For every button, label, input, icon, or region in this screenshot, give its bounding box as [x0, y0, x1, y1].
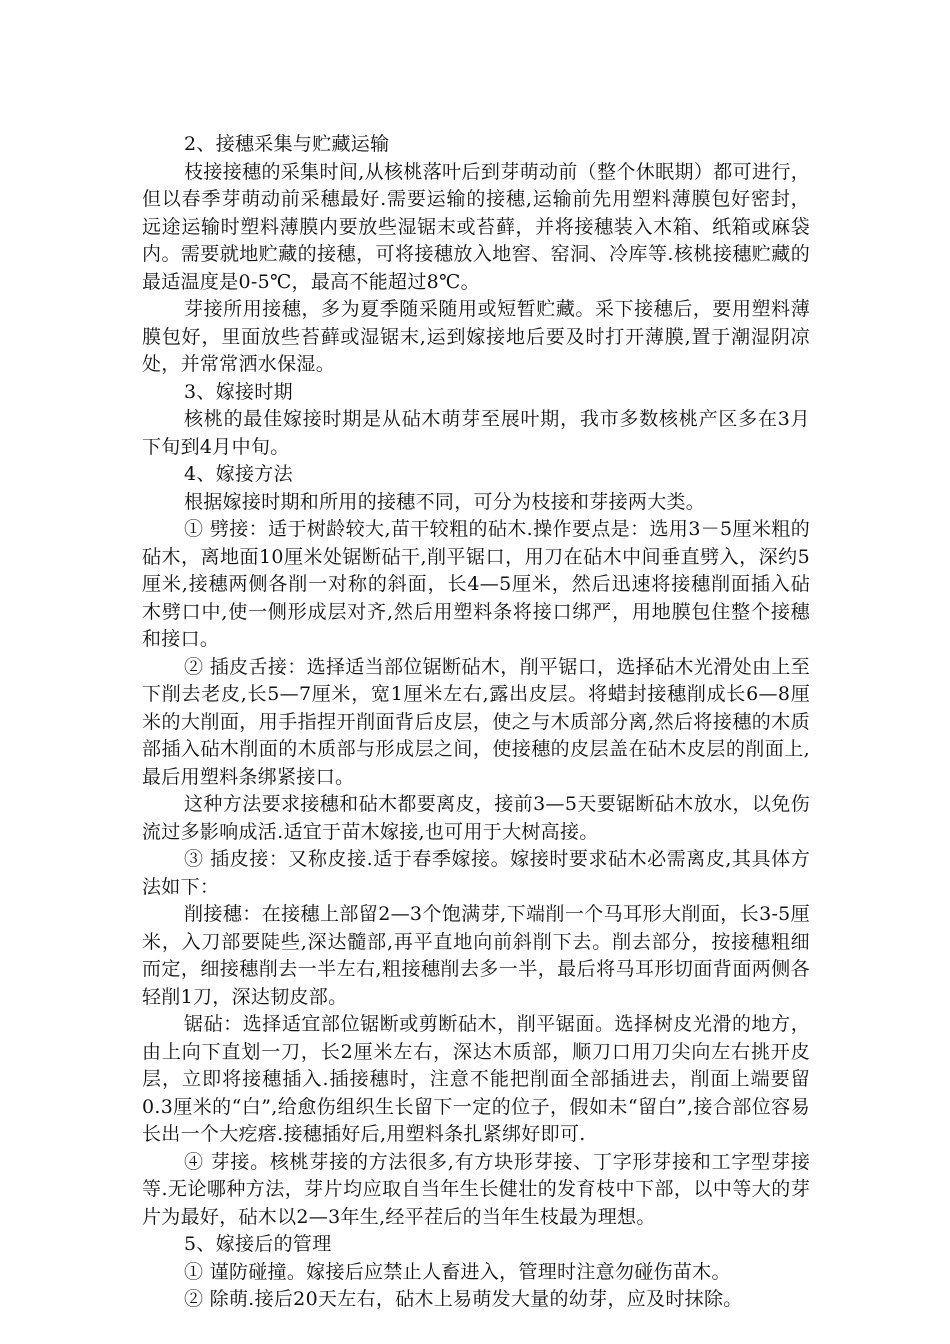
- section-heading-grafting-period: 3、嫁接时期: [184, 380, 293, 403]
- paragraph-remove-sprouts: ② 除萌.接后20天左右，砧木上易萌发大量的幼芽，应及时抹除。: [184, 1288, 743, 1310]
- paragraph-prevent-collision: ① 谨防碰撞。嫁接后应禁止人畜进入，管理时注意勿碰伤苗木。: [184, 1260, 731, 1283]
- paragraph-bark-tongue-note: 这种方法要求接穗和砧木都要离皮，接前3—5天要锯断砧木放水，以免伤流过多影响成活.适宜于苗木嫁接,也可用于大树高接。: [142, 793, 810, 843]
- section-heading-grafting-methods: 4、嫁接方法: [184, 463, 293, 485]
- paragraph-cutting-scion: 削接穗：在接穗上部留2—3个饱满芽,下端削一个马耳形大削面，长3-5厘米，入刀部要陡些,深达髓部,再平直地向前斜削下去。削去部分，按接穗粗细而定，细接穗削去一半左右,粗接穗削去多一半，最后将马耳形切面背面两侧各轻削1刀，深达韧皮部。: [142, 903, 810, 1008]
- paragraph-grafting-period: 核桃的最佳嫁接时期是从砧木萌芽至展叶期，我市多数核桃产区多在3月下旬到4月中旬。: [142, 408, 810, 458]
- section-heading-post-grafting: 5、嫁接后的管理: [184, 1233, 332, 1255]
- section-heading-scion-collection: 2、接穗采集与贮藏运输: [184, 133, 390, 155]
- paragraph-bud-scion: 芽接所用接穗，多为夏季随采随用或短暂贮藏。采下接穗后，要用塑料薄膜包好，里面放些苔藓或湿锯末,运到嫁接地后要及时打开薄膜,置于潮湿阴凉处，并常常洒水保湿。: [142, 298, 810, 375]
- paragraph-bark-tongue-grafting: ② 插皮舌接：选择适当部位锯断砧木，削平锯口，选择砧木光滑处由上至下削去老皮,长5—7厘米，宽1厘米左右,露出皮层。将蜡封接穗削成长6—8厘米的大削面，用手指捏开削面背后皮层，使之与木质部分离,然后将接穗的木质部插入砧木削面的木质部与形成层之间，使接穗的皮层盖在砧木皮层的削面上,最后用塑料条绑紧接口。: [142, 655, 810, 788]
- document-body: [142, 131, 810, 1314]
- paragraph-bud-grafting: ④ 芽接。核桃芽接的方法很多,有方块形芽接、丁字形芽接和工字型芽接等.无论哪种方法，芽片均应取自当年生长健壮的发育枝中下部，以中等大的芽片为最好，砧木以2—3年生,经平茬后的当年生枝最为理想。: [142, 1150, 810, 1228]
- paragraph-cleft-grafting: ① 劈接：适于树龄较大,苗干较粗的砧木.操作要点是：选用3－5厘米粗的砧木，离地面10厘米处锯断砧干,削平锯口，用刀在砧木中间垂直劈入，深约5厘米,接穗两侧各削一对称的斜面，长4—5厘米，然后迅速将接穗削面插入砧木劈口中,使一侧形成层对齐,然后用塑料条将接口绑严，用地膜包住整个接穗和接口。: [142, 518, 810, 650]
- paragraph-methods-intro: 根据嫁接时期和所用的接穗不同，可分为枝接和芽接两大类。: [184, 490, 706, 513]
- paragraph-branch-scion-collection: 枝接接穗的采集时间,从核桃落叶后到芽萌动前（整个休眠期）都可进行，但以春季芽萌动前采穗最好.需要运输的接穗,运输前先用塑料薄膜包好密封，远途运输时塑料薄膜内要放些湿锯末或苔藓，并将接穗装入木箱、纸箱或麻袋内。需要就地贮藏的接穗，可将接穗放入地窖、窑洞、冷库等.核桃接穗贮藏的最适温度是0-5℃，最高不能超过8℃。: [142, 160, 810, 293]
- paragraph-sawing-rootstock: 锯砧：选择适宜部位锯断或剪断砧木，削平锯面。选择树皮光滑的地方，由上向下直划一刀，长2厘米左右，深达木质部，顺刀口用刀尖向左右挑开皮层，立即将接穗插入.插接穗时，注意不能把削面全部插进去，削面上端要留0.3厘米的“白”,给愈伤组织生长留下一定的位子，假如未“留白”,接合部位容易长出一个大疙瘩.接穗插好后,用塑料条扎紧绑好即可.: [142, 1013, 810, 1145]
- paragraph-bark-grafting: ③ 插皮接：又称皮接.适于春季嫁接。嫁接时要求砧木必需离皮,其具体方法如下：: [142, 848, 810, 898]
